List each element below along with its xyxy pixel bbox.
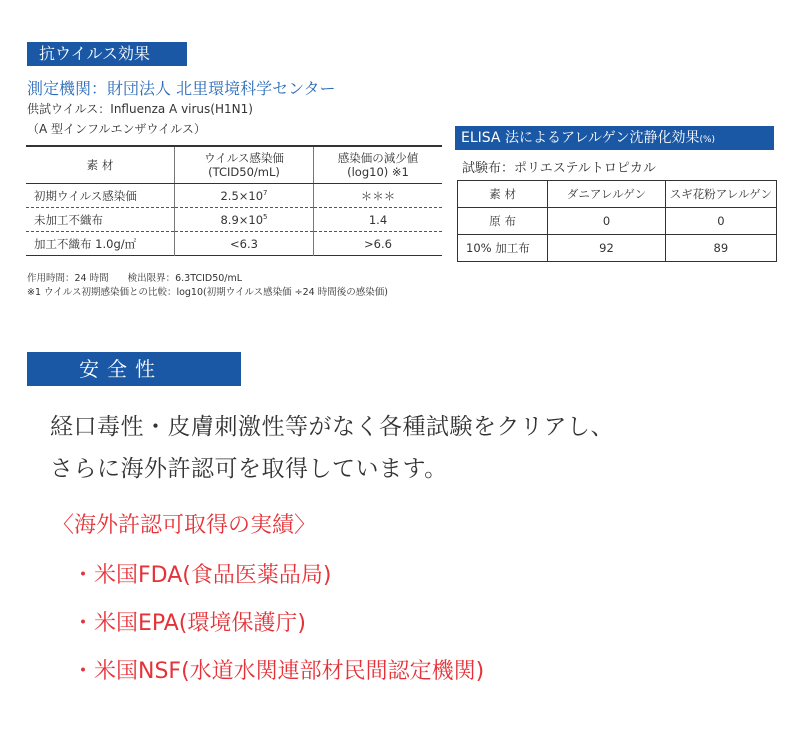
table-header-row xyxy=(458,181,777,208)
antiviral-banner: 抗ウイルス効果 xyxy=(27,42,187,66)
row-reduction: 1.4 xyxy=(314,208,443,232)
elisa-banner-unit: (%) xyxy=(699,135,716,145)
approval-item-epa: ・米国EPA(環境保護庁) xyxy=(72,611,306,636)
table-row xyxy=(458,208,777,235)
header-reduction xyxy=(314,146,443,184)
safety-text-line1: 経口毒性・皮膚刺激性等がなく各種試験をクリアし、 xyxy=(50,414,614,440)
row-material: 10% 加工布 xyxy=(458,235,548,262)
testing-agency: 測定機関：財団法人 北里環境科学センター xyxy=(27,79,336,98)
titer-exponent: 7 xyxy=(263,188,268,197)
row-material: 初期ウイルス感染価 xyxy=(26,184,175,208)
row-material: 原 布 xyxy=(458,208,548,235)
approval-item-fda: ・米国FDA(食品医薬品局) xyxy=(72,563,332,588)
test-fabric: 試験布：ポリエステルトロピカル xyxy=(462,161,656,176)
header-material: 素 材 xyxy=(458,181,548,208)
header-mite-allergen: ダニアレルゲン xyxy=(548,181,665,208)
approvals-heading: 〈海外許認可取得の実績〉 xyxy=(52,513,317,538)
footnote: ※1 ウイルス初期感染価との比較：log10(初期ウイルス感染価 ÷24 時間後の感染価) xyxy=(27,287,388,298)
titer-base: 2.5×10 xyxy=(220,188,264,203)
titer-base: 8.9×10 xyxy=(220,212,264,227)
header-virus-titer xyxy=(175,146,314,184)
safety-text-line2: さらに海外許認可を取得しています。 xyxy=(50,456,448,482)
elisa-table xyxy=(457,180,777,262)
antiviral-table xyxy=(26,145,442,256)
table-row xyxy=(26,208,442,232)
table-header-row xyxy=(26,146,442,184)
test-virus-note: （A 型インフルエンザウイルス） xyxy=(27,122,206,136)
row-reduction: >6.6 xyxy=(314,232,443,256)
header-virus-titer-unit: (TCID50/mL) xyxy=(208,165,280,179)
header-pollen-allergen: スギ花粉アレルゲン xyxy=(665,181,776,208)
header-material: 素 材 xyxy=(26,146,175,184)
header-reduction-unit: (log10) ※1 xyxy=(347,165,409,179)
row-titer: <6.3 xyxy=(175,232,314,256)
elisa-banner xyxy=(455,126,774,150)
table-row xyxy=(458,235,777,262)
safety-banner: 安全性 xyxy=(27,352,241,386)
row-material: 加工不織布 1.0g/㎡ xyxy=(34,236,137,251)
test-conditions-note: 作用時間：24 時間 検出限界：6.3TCID50/mL xyxy=(27,273,243,284)
table-row xyxy=(26,232,442,256)
row-mite-value: 92 xyxy=(548,235,665,262)
header-virus-titer-label: ウイルス感染価 xyxy=(204,151,284,165)
test-virus: 供試ウイルス：Influenza A virus(H1N1) xyxy=(27,102,253,116)
approval-item-nsf: ・米国NSF(水道水関連部材民間認定機関) xyxy=(72,659,485,684)
row-reduction: ＊＊＊ xyxy=(314,184,443,208)
row-pollen-value: 0 xyxy=(665,208,776,235)
titer-exponent: 5 xyxy=(263,212,268,221)
row-titer xyxy=(175,184,314,208)
row-material: 未加工不織布 xyxy=(26,208,175,232)
row-mite-value: 0 xyxy=(548,208,665,235)
header-reduction-label: 感染価の減少値 xyxy=(337,151,419,165)
elisa-banner-title: ELISA 法によるアレルゲン沈静化効果 xyxy=(461,130,700,146)
row-pollen-value: 89 xyxy=(665,235,776,262)
row-titer xyxy=(175,208,314,232)
table-row xyxy=(26,184,442,208)
